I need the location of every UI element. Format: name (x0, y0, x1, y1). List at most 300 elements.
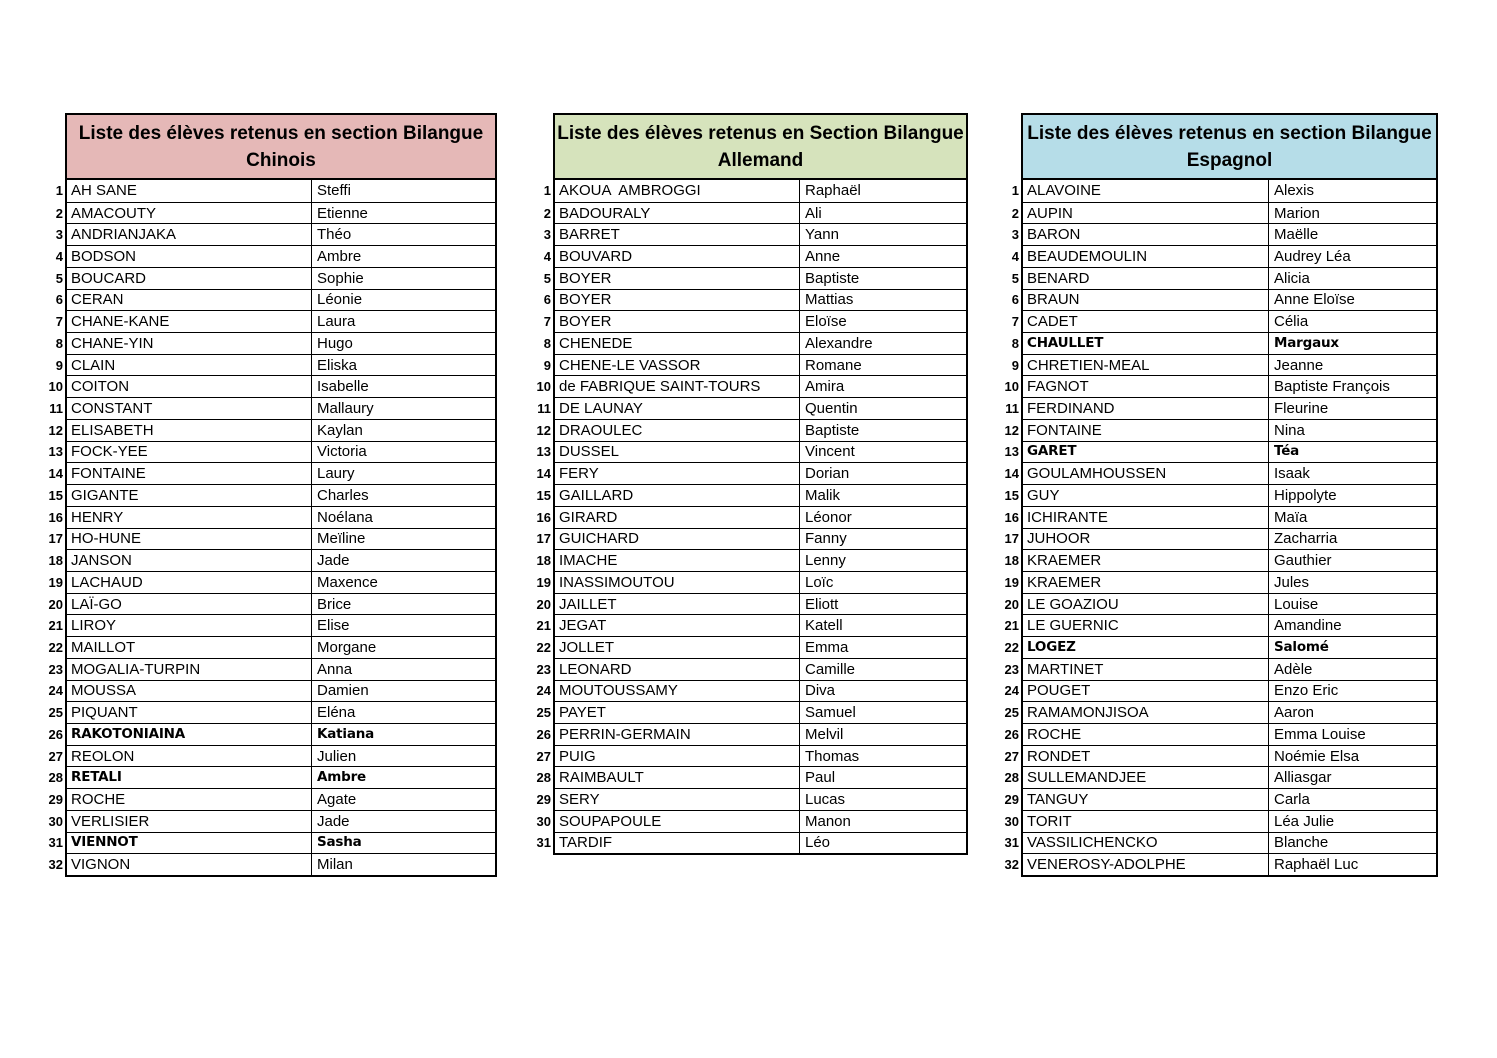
lastname-cell: CHRETIEN-MEAL (1023, 355, 1269, 376)
table-row (55, 267, 495, 289)
lastname-cell: BARRET (555, 224, 800, 245)
row-number: 14 (536, 466, 551, 482)
lastname-cell: MAILLOT (67, 637, 312, 658)
row-number: 25 (536, 705, 551, 721)
firstname-cell: Anna (317, 660, 353, 678)
firstname-cell: Amandine (1274, 617, 1342, 635)
row-number: 4 (1011, 249, 1019, 265)
firstname-cell: Gauthier (1274, 552, 1332, 570)
row-number: 19 (1004, 574, 1019, 590)
table-row (48, 462, 495, 484)
row-number: 1 (1011, 183, 1019, 199)
row-number: 22 (48, 639, 63, 655)
lastname-cell: ELISABETH (67, 420, 312, 441)
lastname-cell: BOUCARD (67, 268, 312, 289)
row-number: 3 (543, 227, 551, 243)
firstname-cell: Etienne (317, 204, 368, 222)
firstname-cell: Alliasgar (1274, 769, 1332, 787)
firstname-cell: Katell (805, 617, 843, 635)
lastname-cell: RAKOTONIAINA (67, 724, 312, 745)
firstname-cell: Margaux (1274, 334, 1339, 351)
table-row (48, 571, 495, 593)
table-row (55, 202, 495, 224)
row-number: 15 (536, 487, 551, 503)
firstname-cell: Emma (805, 638, 849, 656)
table-row (48, 723, 495, 745)
row-number: 30 (536, 813, 551, 829)
row-number: 32 (48, 857, 63, 873)
firstname-cell: Alicia (1274, 269, 1310, 287)
table-row (48, 658, 495, 680)
lastname-cell: LIROY (67, 615, 312, 636)
firstname-cell: Diva (805, 682, 836, 700)
firstname-cell: Adèle (1274, 660, 1313, 678)
lastname-cell: DRAOULEC (555, 420, 800, 441)
row-number: 30 (1004, 813, 1019, 829)
lastname-cell: GIRARD (555, 507, 800, 528)
row-number: 12 (1004, 422, 1019, 438)
table-row (543, 202, 966, 224)
firstname-cell: Malik (805, 486, 841, 504)
table-row (1011, 180, 1436, 202)
firstname-cell: Kaylan (317, 421, 363, 439)
row-number: 27 (536, 748, 551, 764)
lastname-cell: MOUSSA (67, 681, 312, 702)
table-row (1011, 223, 1436, 245)
lastname-cell: BODSON (67, 246, 312, 267)
row-number: 31 (1004, 835, 1019, 851)
row-number: 15 (1004, 487, 1019, 503)
lastname-cell: SERY (555, 789, 800, 810)
table-row (536, 636, 966, 658)
firstname-cell: Steffi (317, 182, 351, 200)
lastname-cell: FONTAINE (1023, 420, 1269, 441)
row-number: 27 (48, 748, 63, 764)
table-row (1004, 788, 1436, 810)
table-header-chinois (65, 113, 497, 180)
table-header-espagnol (1021, 113, 1438, 180)
row-number: 24 (536, 683, 551, 699)
row-number: 2 (1011, 205, 1019, 221)
lastname-cell: LAÏ-GO (67, 594, 312, 615)
row-number: 8 (543, 335, 551, 351)
row-number: 22 (1004, 639, 1019, 655)
firstname-cell: Sophie (317, 269, 364, 287)
firstname-cell: Baptiste (805, 421, 860, 439)
firstname-cell: Damien (317, 682, 369, 700)
table-row (1004, 528, 1436, 550)
table-row (543, 289, 966, 311)
lastname-cell: TORIT (1023, 811, 1269, 832)
lastname-cell: ANDRIANJAKA (67, 224, 312, 245)
row-number: 17 (48, 531, 63, 547)
table-row (1004, 571, 1436, 593)
lastname-cell: GIGANTE (67, 485, 312, 506)
table-row (1004, 375, 1436, 397)
firstname-cell: Laury (317, 465, 355, 483)
table-row (1004, 723, 1436, 745)
row-number: 9 (543, 357, 551, 373)
firstname-cell: Léo (805, 834, 831, 852)
table-header-allemand (553, 113, 968, 180)
row-number: 29 (536, 791, 551, 807)
row-number: 23 (536, 661, 551, 677)
table-row (1004, 549, 1436, 571)
row-number: 10 (1004, 379, 1019, 395)
firstname-cell: Laura (317, 313, 356, 331)
firstname-cell: Isaak (1274, 465, 1310, 483)
table-row (543, 223, 966, 245)
firstname-cell: Aaron (1274, 704, 1315, 722)
firstname-cell: Paul (805, 769, 836, 787)
row-number: 7 (543, 314, 551, 330)
firstname-cell: Quentin (805, 400, 858, 418)
lastname-cell: VERLISIER (67, 811, 312, 832)
row-number: 21 (1004, 618, 1019, 634)
lastname-cell: BOUVARD (555, 246, 800, 267)
lastname-cell: CLAIN (67, 355, 312, 376)
lastname-cell: PUIG (555, 746, 800, 767)
lastname-cell: BRAUN (1023, 290, 1269, 311)
table-row (48, 506, 495, 528)
firstname-cell: Noélana (317, 508, 373, 526)
lastname-cell: BOYER (555, 311, 800, 332)
firstname-cell: Théo (317, 226, 352, 244)
table-row (536, 723, 966, 745)
row-number: 22 (536, 639, 551, 655)
firstname-cell: Eloïse (805, 313, 847, 331)
firstname-cell: Léonie (317, 291, 363, 309)
row-number: 21 (48, 618, 63, 634)
lastname-cell: DE LAUNAY (555, 398, 800, 419)
row-number: 18 (48, 553, 63, 569)
row-number: 6 (543, 292, 551, 308)
firstname-cell: Mallaury (317, 400, 374, 418)
row-number: 20 (536, 596, 551, 612)
firstname-cell: Alexandre (805, 334, 873, 352)
table-row (543, 267, 966, 289)
lastname-cell: JUHOOR (1023, 529, 1269, 550)
row-number: 5 (55, 270, 63, 286)
firstname-cell: Anne (805, 248, 841, 266)
firstname-cell: Jade (317, 812, 350, 830)
lastname-cell: AKOUA AMBROGGI (555, 180, 800, 202)
row-number: 23 (1004, 661, 1019, 677)
firstname-cell: Melvil (805, 725, 844, 743)
table-row (48, 853, 495, 875)
row-number: 12 (48, 422, 63, 438)
table-row (1004, 658, 1436, 680)
firstname-cell: Katiana (317, 725, 375, 742)
firstname-cell: Maxence (317, 573, 378, 591)
lastname-cell: FERDINAND (1023, 398, 1269, 419)
table-row (1011, 245, 1436, 267)
table-title-line1: Liste des élèves retenus en section Bilangue (1027, 122, 1432, 144)
row-number: 11 (537, 401, 551, 417)
table-title-line1: Liste des élèves retenus en section Bilangue (78, 122, 484, 144)
table-section-chinois (48, 113, 497, 877)
lastname-cell: SOUPAPOULE (555, 811, 800, 832)
firstname-cell: Anne Eloïse (1274, 291, 1355, 309)
row-number: 27 (1004, 748, 1019, 764)
firstname-cell: Thomas (805, 747, 860, 765)
lastname-cell: JAILLET (555, 594, 800, 615)
row-number: 14 (48, 466, 63, 482)
row-number: 16 (536, 509, 551, 525)
table-row (543, 332, 966, 354)
firstname-cell: Ambre (317, 769, 366, 786)
row-number: 11 (49, 401, 63, 417)
row-number: 31 (48, 835, 63, 851)
table-row (536, 788, 966, 810)
lastname-cell: LACHAUD (67, 572, 312, 593)
row-number: 2 (55, 205, 63, 221)
row-number: 24 (1004, 683, 1019, 699)
lastname-cell: VIGNON (67, 854, 312, 875)
row-number: 20 (48, 596, 63, 612)
row-number: 31 (536, 835, 551, 851)
table-row (536, 766, 966, 788)
row-number: 21 (536, 618, 551, 634)
row-number: 30 (48, 813, 63, 829)
row-number: 29 (48, 791, 63, 807)
table-row (48, 701, 495, 723)
row-number: 10 (48, 379, 63, 395)
lastname-cell: KRAEMER (1023, 572, 1269, 593)
firstname-cell: Morgane (317, 638, 377, 656)
firstname-cell: Enzo Eric (1274, 682, 1339, 700)
row-number: 28 (48, 770, 63, 786)
table-row (1004, 636, 1436, 658)
lastname-cell: HO-HUNE (67, 529, 312, 550)
row-number: 28 (1004, 770, 1019, 786)
firstname-cell: Romane (805, 356, 862, 374)
row-number: 3 (55, 227, 63, 243)
firstname-cell: Fanny (805, 530, 847, 548)
lastname-cell: GUICHARD (555, 529, 800, 550)
table-row (48, 614, 495, 636)
lastname-cell: ROCHE (67, 789, 312, 810)
table-row (536, 810, 966, 832)
lastname-cell: VENEROSY-ADOLPHE (1023, 854, 1269, 875)
row-number: 9 (55, 357, 63, 373)
firstname-cell: Milan (317, 856, 353, 874)
firstname-cell: Manon (805, 812, 851, 830)
row-number: 23 (48, 661, 63, 677)
lastname-cell: VIENNOT (67, 833, 312, 854)
firstname-cell: Isabelle (317, 378, 369, 396)
row-number: 1 (543, 183, 551, 199)
lastname-cell: CHANE-KANE (67, 311, 312, 332)
table-section-espagnol (1004, 113, 1438, 877)
table-row (48, 375, 495, 397)
table-row (536, 571, 966, 593)
table-row (1011, 289, 1436, 311)
firstname-cell: Julien (317, 747, 357, 765)
row-number: 1 (55, 183, 63, 199)
lastname-cell: JOLLET (555, 637, 800, 658)
row-number: 9 (1011, 357, 1019, 373)
lastname-cell: CHENEDE (555, 333, 800, 354)
table-row (536, 701, 966, 723)
table-row (1004, 832, 1436, 854)
firstname-cell: Camille (805, 660, 856, 678)
table-row (536, 549, 966, 571)
lastname-cell: RAIMBAULT (555, 767, 800, 788)
firstname-cell: Lenny (805, 552, 846, 570)
row-number: 32 (1004, 857, 1019, 873)
table-row (48, 441, 495, 463)
row-number: 6 (55, 292, 63, 308)
lastname-cell: COITON (67, 376, 312, 397)
table-row (49, 397, 495, 419)
table-row (48, 549, 495, 571)
table-row (1004, 853, 1436, 875)
firstname-cell: Jade (317, 552, 350, 570)
lastname-cell: LEONARD (555, 659, 800, 680)
table-row (1004, 614, 1436, 636)
table-row (536, 658, 966, 680)
firstname-cell: Alexis (1274, 182, 1315, 200)
firstname-cell: Victoria (317, 443, 367, 461)
firstname-cell: Lucas (805, 790, 846, 808)
row-number: 5 (543, 270, 551, 286)
firstname-cell: Jules (1274, 573, 1310, 591)
firstname-cell: Elise (317, 617, 350, 635)
table-row (1011, 354, 1436, 376)
row-number: 2 (543, 205, 551, 221)
table-row (536, 419, 966, 441)
table-row (536, 680, 966, 702)
firstname-cell: Vincent (805, 443, 855, 461)
table-row (536, 593, 966, 615)
row-number: 29 (1004, 791, 1019, 807)
row-number: 7 (55, 314, 63, 330)
row-number: 13 (48, 444, 63, 460)
firstname-cell: Eliska (317, 356, 358, 374)
firstname-cell: Sasha (317, 834, 362, 851)
firstname-cell: Eléna (317, 704, 356, 722)
firstname-cell: Dorian (805, 465, 850, 483)
lastname-cell: BOYER (555, 290, 800, 311)
table-row (55, 180, 495, 202)
table-row (543, 354, 966, 376)
firstname-cell: Audrey Léa (1274, 248, 1351, 266)
lastname-cell: PIQUANT (67, 702, 312, 723)
table-row (536, 462, 966, 484)
firstname-cell: Charles (317, 486, 369, 504)
lastname-cell: ROCHE (1023, 724, 1269, 745)
table-section-allemand (536, 113, 968, 855)
table-row (1011, 332, 1436, 354)
row-number: 8 (55, 335, 63, 351)
firstname-cell: Meïline (317, 530, 366, 548)
table-row (536, 441, 966, 463)
row-number: 16 (1004, 509, 1019, 525)
lastname-cell: SULLEMANDJEE (1023, 767, 1269, 788)
lastname-cell: LE GOAZIOU (1023, 594, 1269, 615)
lastname-cell: AMACOUTY (67, 203, 312, 224)
firstname-cell: Amira (805, 378, 845, 396)
lastname-cell: JANSON (67, 550, 312, 571)
firstname-cell: Léonor (805, 508, 852, 526)
firstname-cell: Emma Louise (1274, 725, 1366, 743)
table-row (536, 614, 966, 636)
row-number: 13 (1004, 444, 1019, 460)
table-title-line2: Chinois (246, 149, 316, 171)
table-row (536, 506, 966, 528)
lastname-cell: LE GUERNIC (1023, 615, 1269, 636)
firstname-cell: Eliott (805, 595, 839, 613)
row-number: 6 (1011, 292, 1019, 308)
row-number: 15 (48, 487, 63, 503)
table-body-allemand (536, 180, 968, 855)
lastname-cell: TANGUY (1023, 789, 1269, 810)
firstname-cell: Baptiste (805, 269, 860, 287)
lastname-cell: ALAVOINE (1023, 180, 1269, 202)
firstname-cell: Zacharria (1274, 530, 1338, 548)
table-body-espagnol (1004, 180, 1438, 877)
firstname-cell: Raphaël (805, 182, 861, 200)
firstname-cell: Maïa (1274, 508, 1308, 526)
firstname-cell: Baptiste François (1274, 378, 1390, 396)
lastname-cell: TARDIF (555, 833, 800, 854)
lastname-cell: CHENE-LE VASSOR (555, 355, 800, 376)
lastname-cell: CERAN (67, 290, 312, 311)
lastname-cell: RAMAMONJISOA (1023, 702, 1269, 723)
firstname-cell: Samuel (805, 704, 856, 722)
row-number: 24 (48, 683, 63, 699)
firstname-cell: Ali (805, 204, 822, 222)
firstname-cell: Brice (317, 595, 352, 613)
lastname-cell: GOULAMHOUSSEN (1023, 463, 1269, 484)
lastname-cell: POUGET (1023, 681, 1269, 702)
row-number: 5 (1011, 270, 1019, 286)
firstname-cell: Mattias (805, 291, 854, 309)
table-row (536, 832, 966, 854)
table-row (536, 528, 966, 550)
table-row (1004, 766, 1436, 788)
row-number: 17 (536, 531, 551, 547)
firstname-cell: Téa (1274, 443, 1300, 460)
table-row (48, 484, 495, 506)
table-row (48, 419, 495, 441)
lastname-cell: GUY (1023, 485, 1269, 506)
lastname-cell: PERRIN-GERMAIN (555, 724, 800, 745)
row-number: 17 (1004, 531, 1019, 547)
table-row (48, 832, 495, 854)
row-number: 19 (536, 574, 551, 590)
firstname-cell: Louise (1274, 595, 1319, 613)
row-number: 13 (536, 444, 551, 460)
table-row (1004, 745, 1436, 767)
table-row (536, 375, 966, 397)
table-row (48, 680, 495, 702)
lastname-cell: HENRY (67, 507, 312, 528)
table-row (1004, 810, 1436, 832)
row-number: 25 (48, 705, 63, 721)
row-number: 25 (1004, 705, 1019, 721)
table-row (1004, 593, 1436, 615)
lastname-cell: IMACHE (555, 550, 800, 571)
lastname-cell: REOLON (67, 746, 312, 767)
lastname-cell: MOGALIA-TURPIN (67, 659, 312, 680)
lastname-cell: FOCK-YEE (67, 442, 312, 463)
row-number: 28 (536, 770, 551, 786)
table-body-chinois (48, 180, 497, 877)
row-number: 26 (536, 726, 551, 742)
table-row (1004, 441, 1436, 463)
